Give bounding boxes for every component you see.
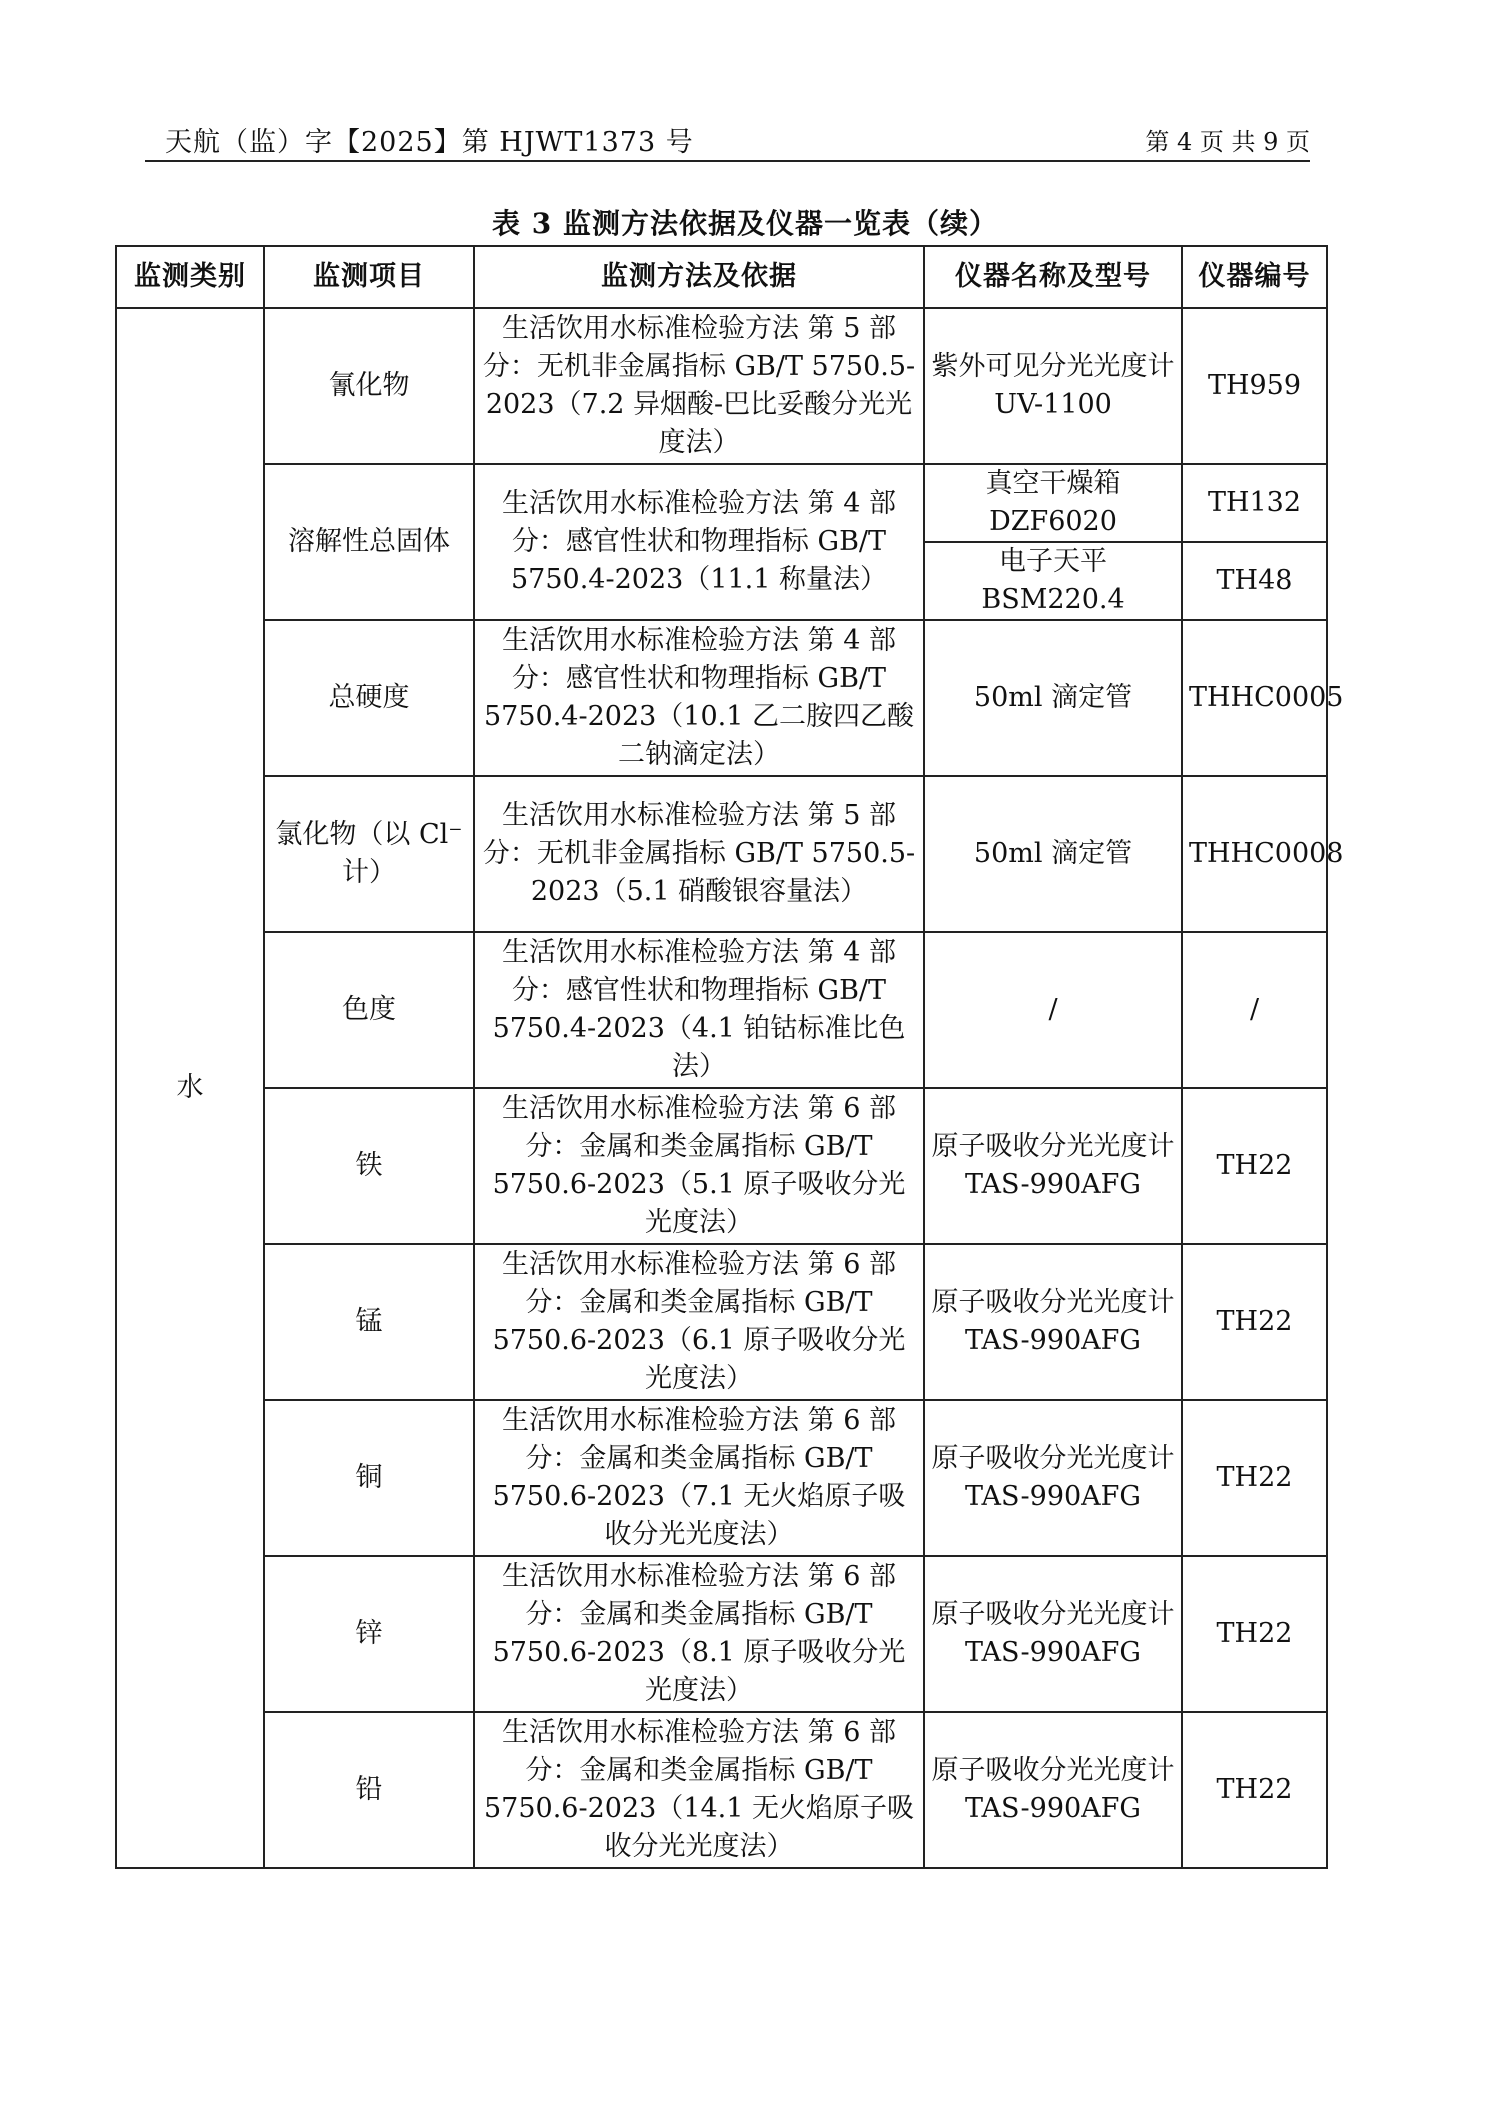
item-cell: 溶解性总固体 [264,464,474,620]
table-row [116,1400,1327,1556]
instrument-cell: 真空干燥箱 DZF6020 [924,464,1182,542]
instrument-code-cell: TH22 [1182,1556,1327,1712]
instrument-cell: 50ml 滴定管 [924,620,1182,776]
method-cell: 生活饮用水标准检验方法 第 4 部分：感官性状和物理指标 GB/T 5750.4-2023（4.1 铂钴标准比色法） [474,932,924,1088]
column-header-instrument-code: 仪器编号 [1182,246,1327,308]
method-cell: 生活饮用水标准检验方法 第 6 部分：金属和类金属指标 GB/T 5750.6-2023（8.1 原子吸收分光光度法） [474,1556,924,1712]
method-cell: 生活饮用水标准检验方法 第 6 部分：金属和类金属指标 GB/T 5750.6-2023（5.1 原子吸收分光光度法） [474,1088,924,1244]
instrument-cell: 紫外可见分光光度计 UV-1100 [924,308,1182,464]
column-header-category: 监测类别 [116,246,264,308]
instrument-cell: 原子吸收分光光度计 TAS-990AFG [924,1556,1182,1712]
methods-table [115,245,1344,1869]
instrument-code-cell: TH22 [1182,1712,1327,1868]
method-cell: 生活饮用水标准检验方法 第 6 部分：金属和类金属指标 GB/T 5750.6-2023（14.1 无火焰原子吸收分光光度法） [474,1712,924,1868]
instrument-code-cell: / [1182,932,1327,1088]
instrument-code-cell: TH132 [1182,464,1327,542]
item-cell: 铁 [264,1088,474,1244]
instrument-code-cell: THHC0005 [1182,620,1327,776]
table-row [116,1088,1327,1244]
table-row [116,464,1327,542]
instrument-cell: 原子吸收分光光度计 TAS-990AFG [924,1712,1182,1868]
instrument-code-cell: TH959 [1182,308,1327,464]
method-cell: 生活饮用水标准检验方法 第 4 部分：感官性状和物理指标 GB/T 5750.4-2023（10.1 乙二胺四乙酸二钠滴定法） [474,620,924,776]
category-cell: 水 [116,308,264,1868]
instrument-cell: 原子吸收分光光度计 TAS-990AFG [924,1244,1182,1400]
item-cell: 铅 [264,1712,474,1868]
report-number: 天航（监）字【2025】第 HJWT1373 号 [165,127,694,158]
instrument-code-cell: TH22 [1182,1088,1327,1244]
table-row [116,776,1327,932]
table-caption: 表 3 监测方法依据及仪器一览表（续） [492,207,998,240]
instrument-code-cell: TH48 [1182,542,1327,620]
column-header-item: 监测项目 [264,246,474,308]
table-row [116,1712,1327,1868]
item-cell: 总硬度 [264,620,474,776]
instrument-cell: 原子吸收分光光度计 TAS-990AFG [924,1400,1182,1556]
method-cell: 生活饮用水标准检验方法 第 6 部分：金属和类金属指标 GB/T 5750.6-2023（7.1 无火焰原子吸收分光光度法） [474,1400,924,1556]
item-cell: 氯化物（以 Cl⁻计） [264,776,474,932]
instrument-code-cell: TH22 [1182,1244,1327,1400]
item-cell: 铜 [264,1400,474,1556]
table-row [116,308,1327,464]
instrument-code-cell: THHC0008 [1182,776,1327,932]
item-cell: 色度 [264,932,474,1088]
instrument-cell: 原子吸收分光光度计 TAS-990AFG [924,1088,1182,1244]
table-header-row [116,246,1327,308]
method-cell: 生活饮用水标准检验方法 第 4 部分：感官性状和物理指标 GB/T 5750.4-2023（11.1 称量法） [474,464,924,620]
instrument-cell: 电子天平 BSM220.4 [924,542,1182,620]
item-cell: 锌 [264,1556,474,1712]
page-header [145,120,1310,162]
page-number: 第 4 页 共 9 页 [1145,128,1310,156]
method-cell: 生活饮用水标准检验方法 第 6 部分：金属和类金属指标 GB/T 5750.6-2023（6.1 原子吸收分光光度法） [474,1244,924,1400]
method-cell: 生活饮用水标准检验方法 第 5 部分：无机非金属指标 GB/T 5750.5-2023（7.2 异烟酸-巴比妥酸分光光度法） [474,308,924,464]
instrument-code-cell: TH22 [1182,1400,1327,1556]
instrument-cell: 50ml 滴定管 [924,776,1182,932]
instrument-cell: / [924,932,1182,1088]
table-row [116,1244,1327,1400]
column-header-method: 监测方法及依据 [474,246,924,308]
method-cell: 生活饮用水标准检验方法 第 5 部分：无机非金属指标 GB/T 5750.5-2023（5.1 硝酸银容量法） [474,776,924,932]
table-row [116,1556,1327,1712]
item-cell: 锰 [264,1244,474,1400]
item-cell: 氰化物 [264,308,474,464]
table-row [116,620,1327,776]
table-row [116,932,1327,1088]
column-header-instrument: 仪器名称及型号 [924,246,1182,308]
